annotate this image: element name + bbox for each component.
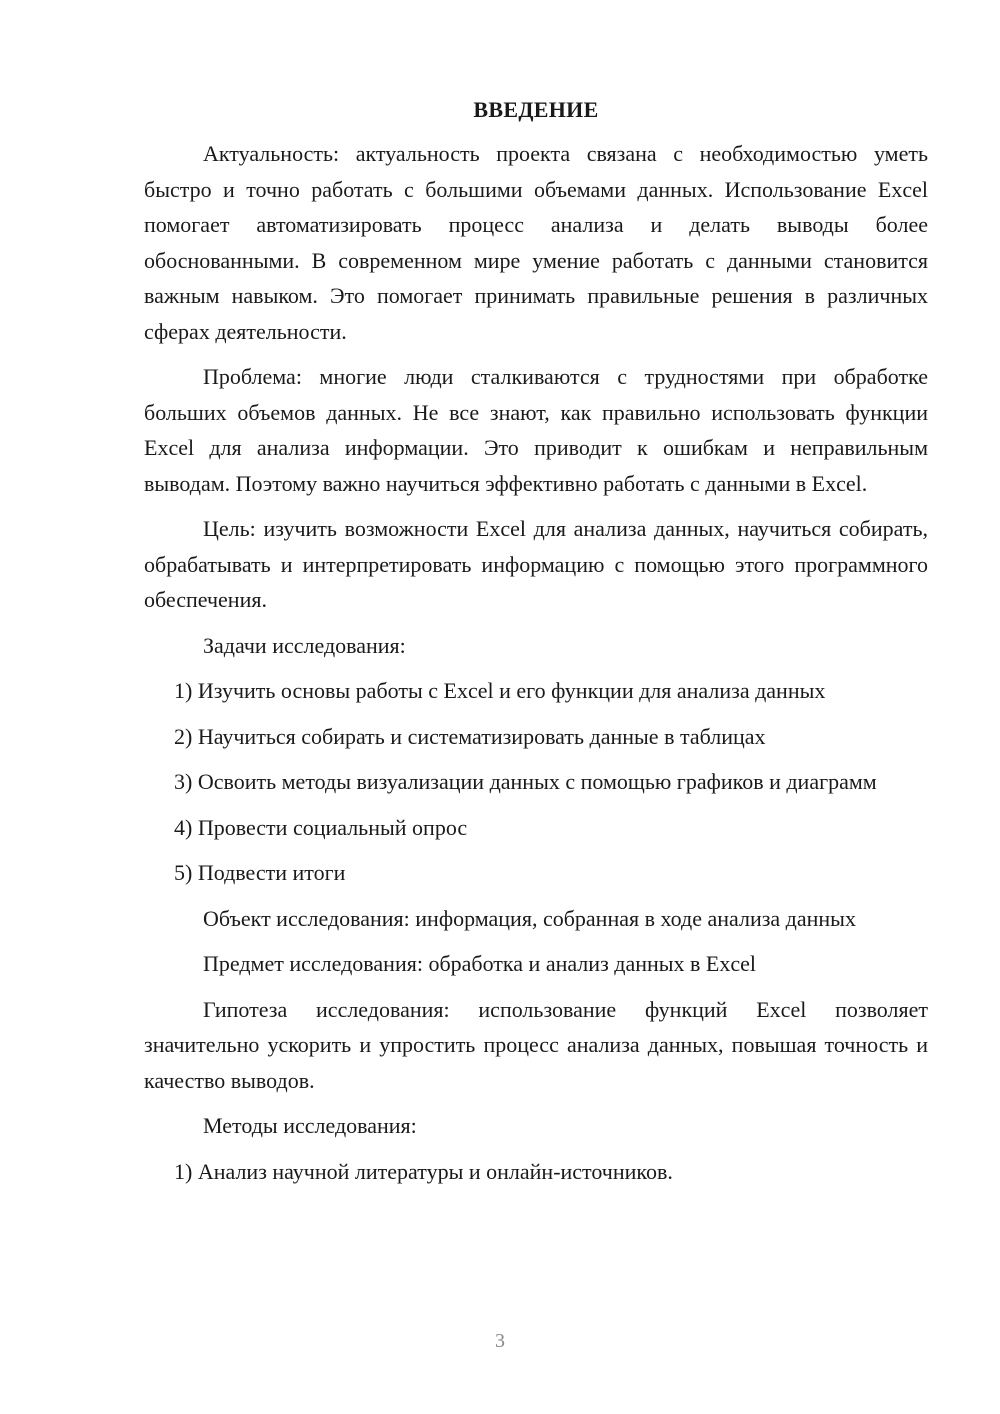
methods-title: Методы исследования: (203, 1113, 417, 1138)
document-page (144, 92, 928, 1189)
relevance-paragraph: Актуальность: актуальность проекта связана с необходимостью уметь быстро и точно работать с большими объемами данных. Использование Excel помогает автоматизировать процесс анализа и делать выводы более обоснованными. В современном мире умение работать с данными становится важным навыком. Это помогает принимать правильные решения в различных сферах деятельности. (144, 141, 928, 344)
task-item-5: 5) Подвести итоги (174, 860, 346, 885)
task-item-3: 3) Освоить методы визуализации данных с помощью графиков и диаграмм (174, 769, 877, 794)
goal-paragraph: Цель: изучить возможности Excel для анализа данных, научиться собирать, обрабатывать и интерпретировать информацию с помощью этого программного обеспечения. (144, 516, 928, 612)
task-item-4: 4) Провести социальный опрос (174, 814, 468, 840)
page-number: 3 (495, 1330, 505, 1352)
problem-paragraph: Проблема: многие люди сталкиваются с трудностями при обработке больших объемов данных. Не все знают, как правильно использовать функции Excel для анализа информации. Это приводит к ошибкам и неправильным выводам. Поэтому важно научиться эффективно работать с данными в Excel. (144, 364, 928, 496)
section-heading: ВВЕДЕНИЕ (473, 97, 599, 122)
method-item-1: 1) Анализ научной литературы и онлайн-источников. (174, 1158, 673, 1184)
subject-paragraph: Предмет исследования: обработка и анализ данных в Excel (203, 951, 757, 976)
object-paragraph: Объект исследования: информация, собранная в ходе анализа данных (203, 905, 856, 931)
tasks-title: Задачи исследования: (203, 632, 406, 658)
hypothesis-paragraph: Гипотеза исследования: использование функций Excel позволяет значительно ускорить и упростить процесс анализа данных, повышая точность и качество выводов. (144, 996, 928, 1093)
task-item-1: 1) Изучить основы работы с Excel и его функции для анализа данных (174, 678, 826, 703)
task-item-2: 2) Научиться собирать и систематизировать данные в таблицах (174, 723, 766, 749)
